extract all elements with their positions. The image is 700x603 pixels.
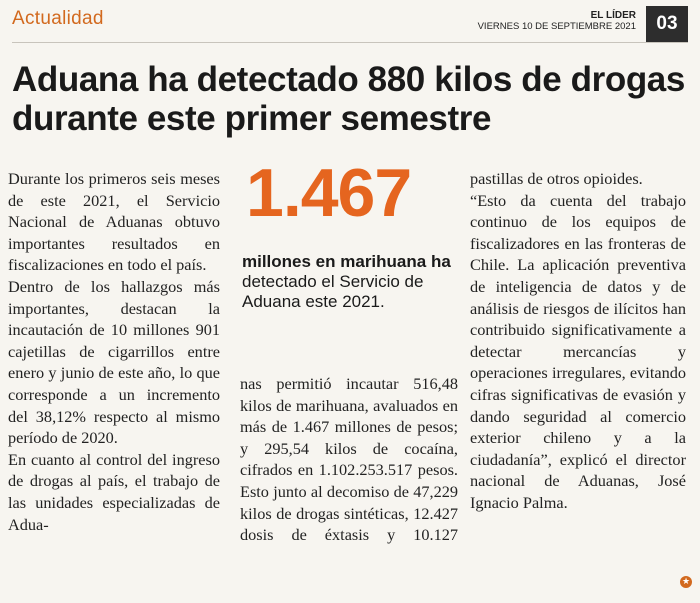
- paragraph: “Esto da cuenta del trabajo continuo de los equipos de fiscalizadores en las fronteras de Chile. La aplicación preventiva de inteligencia de datos y de análisis de riesgos de ilícitos han contribuido significativamente a detectar mercancías y operaciones irregulares, evitando cifras significativas de evasión y dando seguridad al comercio exterior chileno y a la ciudadanía”, explicó el director nacional de Aduanas, José Ignacio Palma.: [470, 190, 686, 512]
- issue-date: VIERNES 10 DE SEPTIEMBRE 2021: [477, 21, 636, 32]
- header-divider: [12, 42, 688, 43]
- article-column-2: [240, 373, 458, 546]
- paragraph: Durante los primeros seis meses de este 2021, el Servicio Nacional de Aduanas obtuvo importantes resultados en fiscalizaciones en todo el país.: [8, 169, 220, 275]
- paragraph: En cuanto al control del ingreso de drogas al país, el trabajo de las unidades especializadas de Adua-: [8, 449, 220, 534]
- article-column-1: [8, 168, 220, 535]
- paragraph: pastillas de otros opioides.: [470, 169, 643, 188]
- headline: Aduana ha detectado 880 kilos de drogas durante este primer semestre: [12, 60, 685, 138]
- highlight-caption: [242, 252, 462, 312]
- page-header: [0, 0, 700, 42]
- highlight-number: 1.467: [246, 155, 412, 231]
- page-number: 03: [646, 6, 688, 42]
- article-column-3: [470, 168, 686, 514]
- section-label: Actualidad: [12, 8, 104, 29]
- newspaper-name: EL LÍDER: [590, 10, 636, 21]
- paragraph: Dentro de los hallazgos más importantes, destacan la incautación de 10 millones 901 cajetillas de cigarrillos entre enero y junio de este año, lo que corresponde a un incremento del 38,12% respecto al mismo período de 2020.: [8, 276, 220, 448]
- paragraph: nas permitió incautar 516,48 kilos de marihuana, avaluados en más de 1.467 millones de pesos; y 295,54 kilos de cocaína, cifrados en 1.102.253.517 pesos. Esto junto al decomiso de 47,229 kilos de drogas sintéticas, 12.427 dosis de éxtasis y 10.127: [240, 374, 458, 545]
- highlight-caption-bold: millones en marihuana ha: [242, 252, 451, 271]
- highlight-caption-rest: detectado el Servicio de Aduana este 2021.: [242, 272, 424, 311]
- star-icon: ★: [681, 577, 691, 587]
